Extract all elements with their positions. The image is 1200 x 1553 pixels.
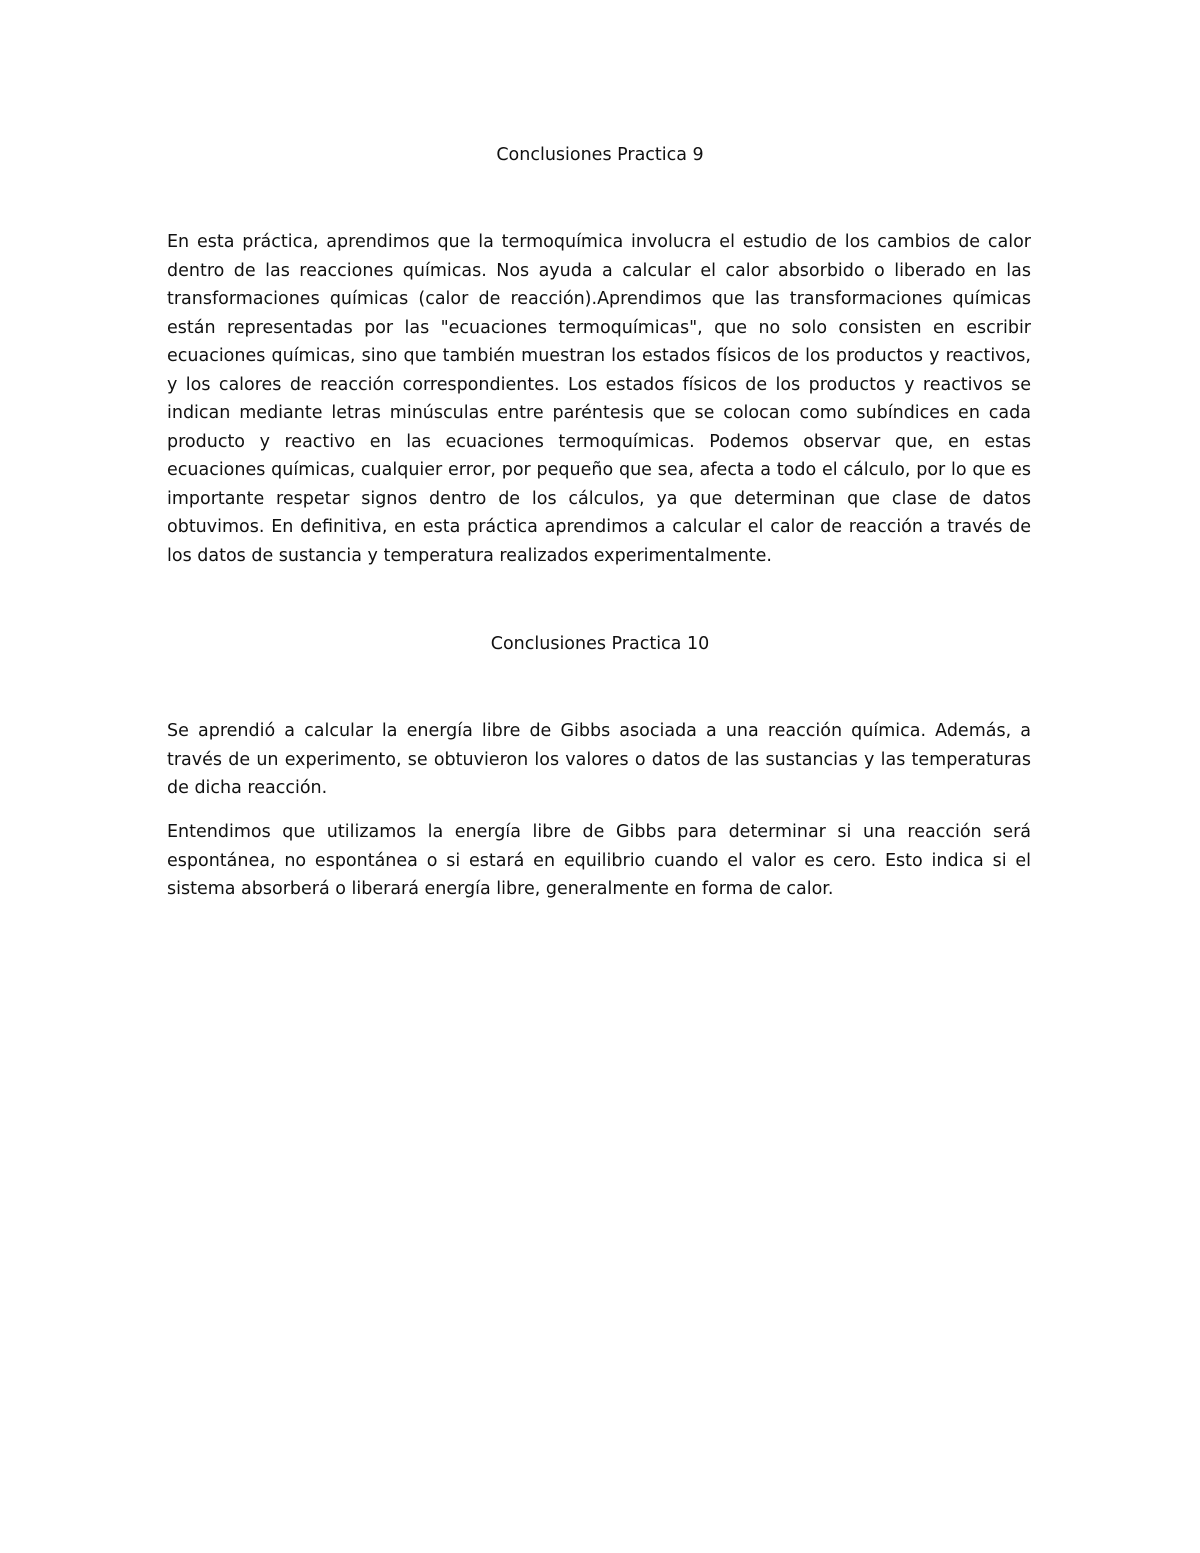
paragraph-practica-10-2: Entendimos que utilizamos la energía libre de Gibbs para determinar si una reacción será espontánea, no espontánea o si estará en equilibrio cuando el valor es cero. Esto indica si el sistema absorberá o liberará energía libre, generalmente en forma de calor. xyxy=(167,822,1031,899)
paragraph-practica-10-1: Se aprendió a calcular la energía libre de Gibbs asociada a una reacción química. Además, a través de un experimento, se obtuvieron los valores o datos de las sustancias y las temperaturas de dicha reacción. xyxy=(167,721,1031,798)
paragraph-practica-9: En esta práctica, aprendimos que la termoquímica involucra el estudio de los cambios de calor dentro de las reacciones químicas. Nos ayuda a calcular el calor absorbido o liberado en las transformaciones químicas (calor de reacción).Aprendimos que las transformaciones químicas están representadas por las "ecuaciones termoquímicas", que no solo consisten en escribir ecuaciones químicas, sino que también muestran los estados físicos de los productos y reactivos, y los calores de reacción correspondientes. Los estados físicos de los productos y reactivos se indican mediante letras minúsculas entre paréntesis que se colocan como subíndices en cada producto y reactivo en las ecuaciones termoquímicas. Podemos observar que, en estas ecuaciones químicas, cualquier error, por pequeño que sea, afecta a todo el cálculo, por lo que es importante respetar signos dentro de los cálculos, ya que determinan que clase de datos obtuvimos. En definitiva, en esta práctica aprendimos a calcular el calor de reacción a través de los datos de sustancia y temperatura realizados experimentalmente. xyxy=(167,232,1031,566)
section-title-practica-9: Conclusiones Practica 9 xyxy=(496,145,704,165)
section-title-practica-10: Conclusiones Practica 10 xyxy=(490,634,710,654)
